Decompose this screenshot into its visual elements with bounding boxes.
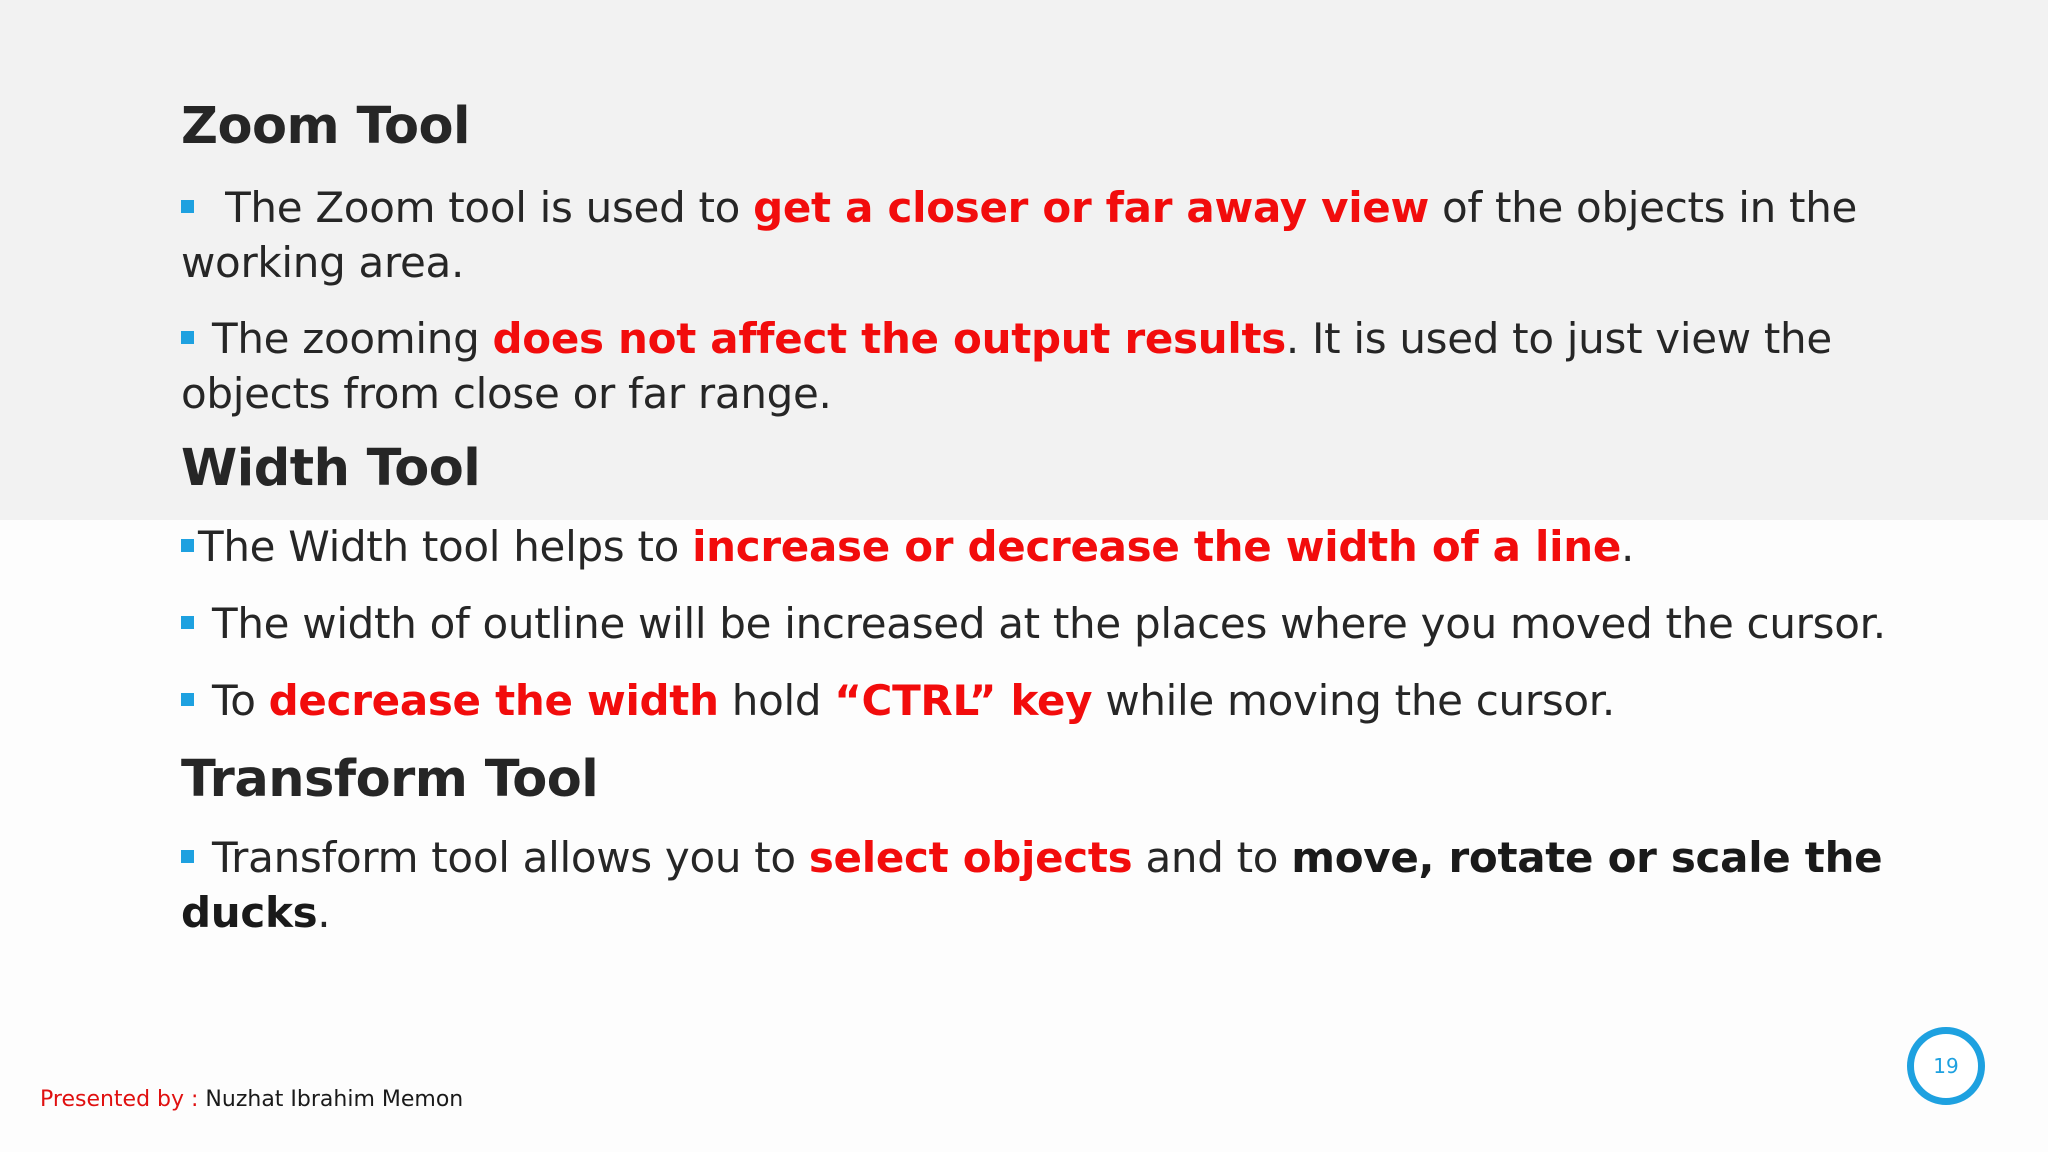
bold-text: move, rotate or scale the ducks: [181, 833, 1883, 937]
highlight-text: “CTRL” key: [834, 676, 1093, 725]
bullet-zoom-1: The Zoom tool is used to get a closer or far away view of the objects in the working area.: [181, 183, 1858, 287]
bullet-width-2: The width of outline will be increased at the places where you moved the cursor.: [181, 596, 1971, 651]
square-bullet-icon: [181, 616, 194, 629]
page-number: 19: [1933, 1054, 1959, 1078]
heading-zoom-tool: Zoom Tool: [181, 97, 471, 156]
presenter-name: Nuzhat Ibrahim Memon: [205, 1087, 464, 1112]
presenter-credit: [40, 1085, 463, 1115]
bullet-width-3: To decrease the width hold “CTRL” key while moving the cursor.: [181, 673, 1971, 728]
square-bullet-icon: [181, 331, 194, 344]
highlight-text: does not affect the output results: [492, 314, 1286, 363]
bullet-zoom-2: The zooming does not affect the output results. It is used to just view the objects from close or far range.: [181, 314, 1832, 418]
bullet-width-1: The Width tool helps to increase or decrease the width of a line.: [181, 519, 1971, 574]
bullet-transform-1: Transform tool allows you to select objects and to move, rotate or scale the ducks.: [181, 833, 1883, 937]
page-number-badge: [1907, 1027, 1985, 1105]
square-bullet-icon: [181, 693, 194, 706]
square-bullet-icon: [181, 539, 194, 552]
square-bullet-icon: [181, 850, 194, 863]
highlight-text: select objects: [808, 833, 1133, 882]
highlight-text: decrease the width: [268, 676, 719, 725]
heading-transform-tool: Transform Tool: [181, 750, 599, 809]
slide-content: [181, 90, 1971, 940]
highlight-text: increase or decrease the width of a line: [692, 522, 1622, 571]
highlight-text: get a closer or far away view: [753, 183, 1429, 232]
square-bullet-icon: [181, 200, 194, 213]
heading-width-tool: Width Tool: [181, 439, 481, 498]
presenter-label: Presented by :: [40, 1087, 206, 1112]
